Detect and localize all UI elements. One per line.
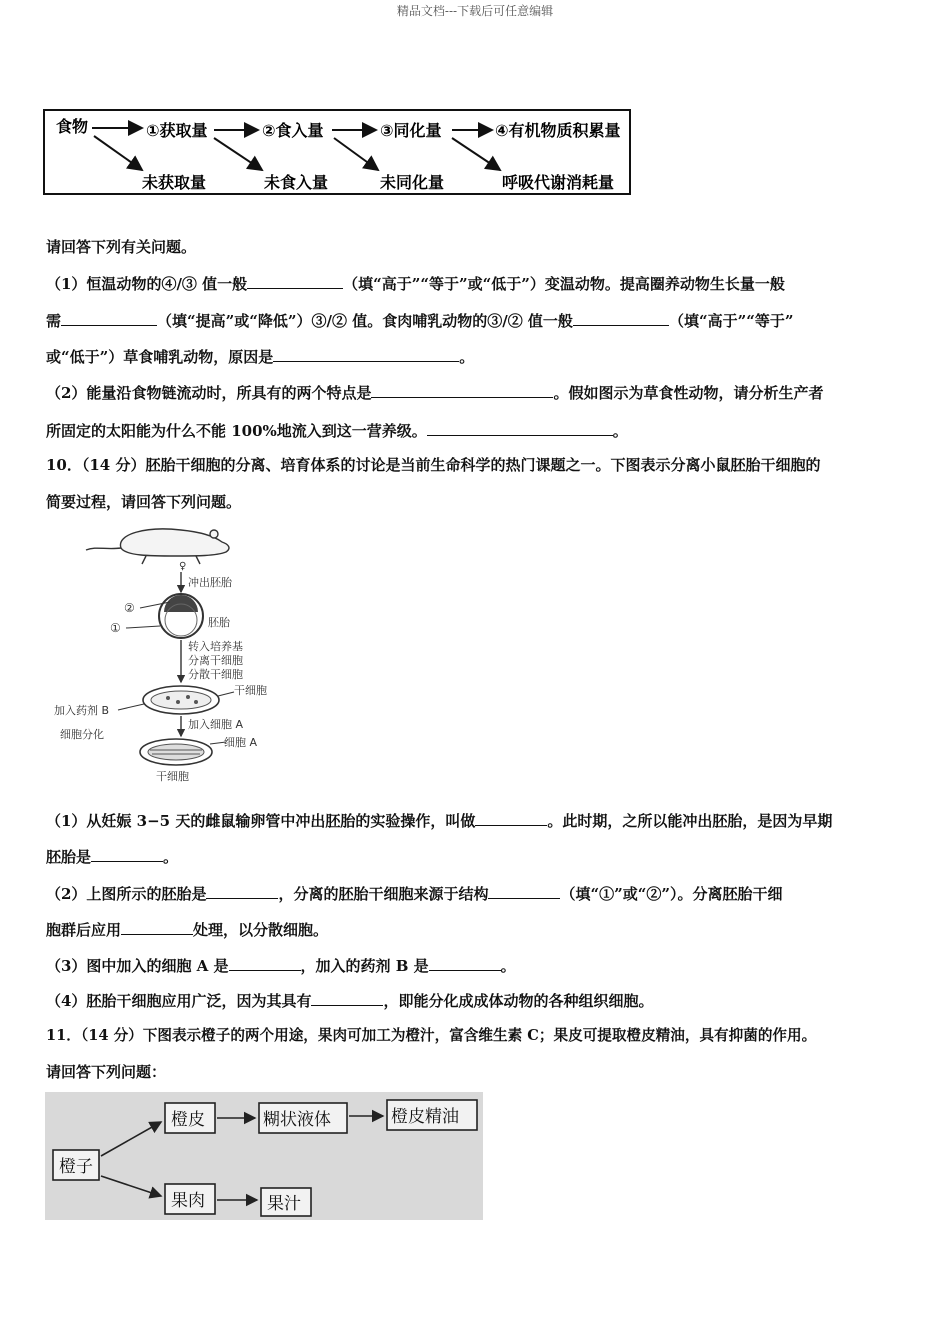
answer-blank[interactable]: [61, 310, 157, 326]
answer-blank[interactable]: [273, 346, 459, 362]
label-structure-1: ①: [110, 621, 121, 635]
q10-title-line1: 10．（14 分）胚胎干细胞的分离、培育体系的讨论是当前生命科学的热门课题之一。下图表示分离小鼠胚胎干细胞的: [46, 456, 821, 474]
label-drug-b: 加入药剂 B: [54, 704, 110, 717]
q10-part1-line1: （1）从妊娠 3−5 天的雌鼠输卵管中冲出胚胎的实验操作，叫做 。此时期，之所以能冲出胚胎，是因为早期: [46, 812, 833, 830]
q9-part2-line2: 所固定的太阳能为什么不能 100%地流入到这一营养级。 。: [46, 422, 628, 440]
culture-dish-top: [143, 686, 219, 714]
q10-part4: （4）胚胎干细胞应用广泛，因为其具有 ，即能分化成成体动物的各种组织细胞。: [46, 992, 654, 1010]
q10-part2-line2: 胞群后应用 处理，以分散细胞。: [46, 921, 329, 939]
node-obtained: ①获取量: [146, 121, 208, 140]
node-not-ingested: 未食入量: [264, 173, 329, 192]
q11-title: 11．（14 分）下图表示橙子的两个用途，果肉可加工为橙汁，富含维生素 C；果皮可提取橙皮精油，具有抑菌的作用。: [46, 1027, 817, 1044]
label-stem-cell-bottom: 干细胞: [156, 770, 189, 783]
female-symbol: ♀: [179, 561, 187, 572]
answer-blank[interactable]: [91, 846, 163, 862]
node-accumulated: ④有机物质积累量: [495, 121, 621, 140]
answer-blank[interactable]: [311, 990, 383, 1006]
embryo-icon: [159, 594, 203, 638]
q10-part3: （3）图中加入的细胞 A 是 ，加入的药剂 B 是 。: [46, 957, 516, 975]
answer-blank[interactable]: [247, 273, 343, 289]
node-not-obtained: 未获取量: [142, 173, 207, 192]
label-disperse-cells: 分散干细胞: [188, 668, 243, 681]
answer-blank[interactable]: [121, 919, 193, 935]
node-assimilated: ③同化量: [380, 121, 442, 140]
answer-blank[interactable]: [229, 955, 301, 971]
answer-blank[interactable]: [371, 382, 553, 398]
q9-intro: 请回答下列有关问题。: [46, 238, 197, 256]
box-juice: 果汁: [267, 1194, 301, 1214]
label-transfer-medium: 转入培养基: [188, 640, 243, 653]
q10-part2-line1: （2）上图所示的胚胎是 ，分离的胚胎干细胞来源于结构 （填“①”或“②”）。分离胚胎干细: [46, 885, 783, 903]
q9-part1-line1: （1）恒温动物的④/③ 值一般 （填“高于”“等于”或“低于”）变温动物。提高圈养动物生长量一般: [46, 275, 785, 293]
label-add-cell-a: 加入细胞 A: [188, 718, 244, 731]
embryo-stem-cell-figure: [46, 520, 306, 790]
answer-blank[interactable]: [573, 310, 669, 326]
box-pulp: 果肉: [171, 1191, 205, 1211]
label-separate-cells: 分离干细胞: [188, 654, 243, 667]
q11-subtitle: 请回答下列问题：: [46, 1063, 167, 1081]
answer-blank[interactable]: [206, 883, 278, 899]
label-structure-2: ②: [124, 601, 135, 615]
q9-part1-line3: 或“低于”）草食哺乳动物，原因是 。: [46, 348, 475, 366]
box-peel: 橙皮: [171, 1110, 205, 1130]
label-embryo: 胚胎: [208, 616, 230, 629]
orange-uses-figure: [45, 1092, 483, 1220]
mouse-icon: [86, 529, 229, 564]
culture-dish-bottom: [140, 739, 212, 765]
label-differentiation: 细胞分化: [60, 728, 104, 741]
q9-part1-line2: 需 （填“提高”或“降低”）③/② 值。食肉哺乳动物的③/② 值一般 （填“高于”“等于”: [46, 312, 794, 330]
q10-title-line2: 简要过程，请回答下列问题。: [46, 493, 242, 511]
label-stem-cell-top: 干细胞: [234, 684, 267, 697]
answer-blank[interactable]: [475, 810, 547, 826]
answer-blank[interactable]: [488, 883, 560, 899]
box-essential-oil: 橙皮精油: [391, 1107, 459, 1127]
box-orange: 橙子: [59, 1157, 93, 1177]
node-ingested: ②食入量: [262, 121, 324, 140]
box-paste: 糊状液体: [263, 1110, 331, 1130]
q10-part1-line2: 胚胎是 。: [46, 848, 179, 866]
label-flush-embryo: 冲出胚胎: [188, 576, 232, 589]
label-cell-a: 细胞 A: [224, 736, 258, 749]
answer-blank[interactable]: [427, 420, 613, 436]
node-respiration: 呼吸代谢消耗量: [502, 173, 615, 192]
q9-part2-line1: （2）能量沿食物链流动时，所具有的两个特点是 。假如图示为草食性动物，请分析生产者: [46, 384, 824, 402]
node-not-assimilated: 未同化量: [380, 173, 445, 192]
answer-blank[interactable]: [429, 955, 501, 971]
energy-flow-figure: [42, 108, 634, 198]
node-food: 食物: [56, 117, 89, 136]
page-header: 精品文档---下载后可任意编辑: [396, 4, 554, 18]
